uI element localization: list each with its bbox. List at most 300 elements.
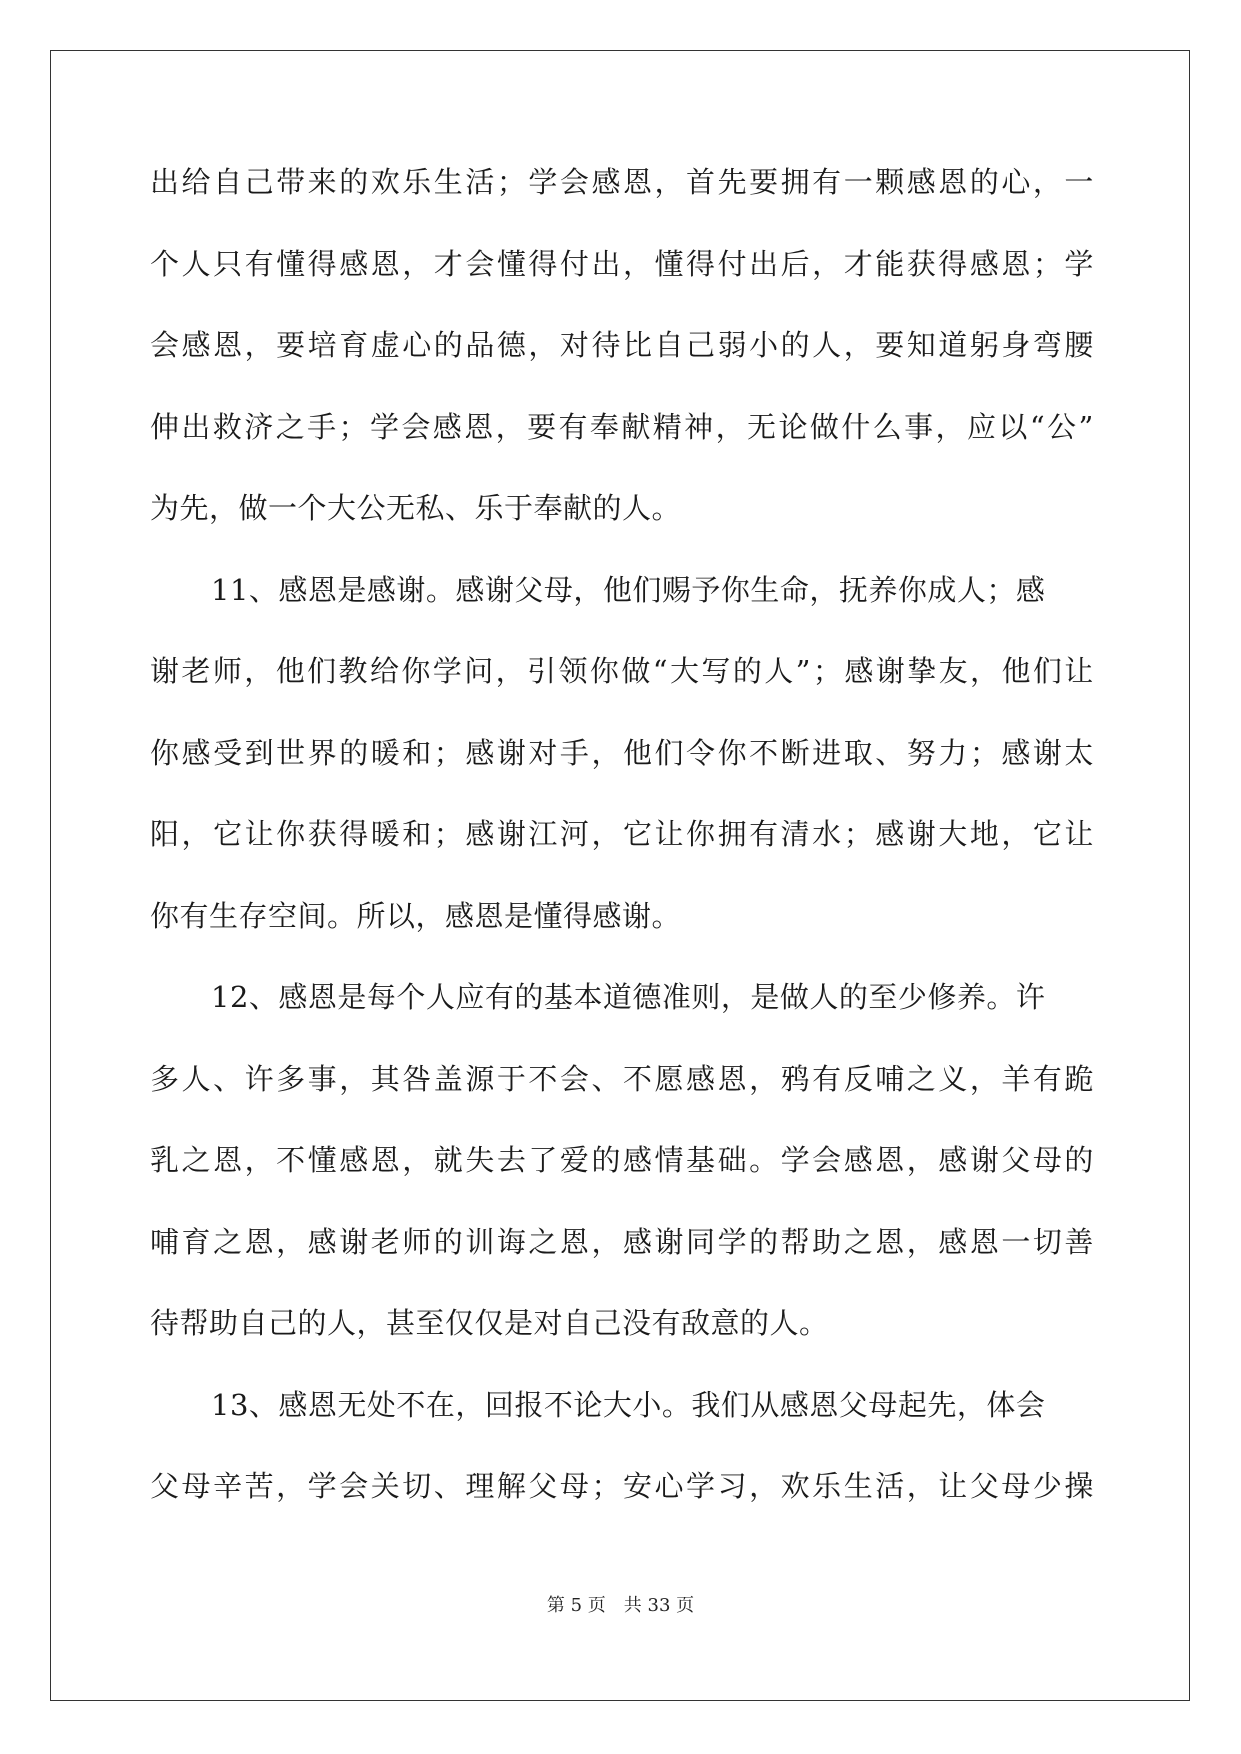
text-char: 知: [906, 328, 937, 362]
text-char: ，: [715, 409, 746, 444]
text-char: 感: [843, 1143, 874, 1177]
paragraph-start-line: [150, 975, 1094, 1057]
text-char: 鸦: [780, 1061, 811, 1096]
text-char: 出: [749, 246, 779, 281]
text-char: 父: [150, 1469, 180, 1503]
text-char: 会: [559, 165, 590, 199]
text-char: 它: [1032, 817, 1063, 851]
text-char: 母: [1032, 1143, 1063, 1177]
text-char: 感: [181, 735, 212, 770]
text-char: 解: [496, 1469, 527, 1503]
text-line: [150, 1464, 1094, 1546]
text-char: 世: [276, 735, 306, 770]
text-char: 精: [652, 409, 683, 444]
text-char: 母: [559, 1469, 590, 1503]
text-char: 不: [276, 1143, 306, 1177]
text-char: 父: [969, 1469, 1000, 1503]
text-char: 德: [496, 328, 527, 362]
text-char: 感: [339, 1143, 369, 1177]
text-char: 会: [339, 1469, 369, 1503]
text-char: 多: [150, 1061, 180, 1096]
text-char: 谢: [1032, 735, 1063, 770]
text-char: 父: [528, 1469, 558, 1503]
text-char: 引: [527, 654, 557, 688]
text-char: 有: [812, 1061, 842, 1096]
text-char: 欢: [370, 165, 401, 199]
text-char: 事: [307, 1061, 338, 1096]
text-char: 到: [244, 735, 275, 770]
text-char: 咎: [402, 1061, 432, 1096]
text-char: 己: [686, 328, 716, 362]
text-char: 之: [906, 1061, 937, 1096]
text-char: ；: [496, 165, 527, 199]
text-char: 感: [686, 1061, 716, 1096]
text-char: 感: [969, 246, 1000, 281]
text-line: [150, 323, 1094, 405]
page-footer: [0, 1592, 1241, 1620]
text-char: ，: [1032, 165, 1063, 199]
text-char: 出: [150, 165, 180, 199]
text-char: 教: [338, 654, 369, 688]
text-char: 手: [307, 409, 337, 444]
text-char: 要: [875, 328, 905, 362]
text-line-content: 12、感恩是每个人应有的基本道德准则，是做人的至少修养。许: [211, 980, 1046, 1014]
text-char: 之: [528, 1224, 558, 1259]
text-char: 公: [1047, 409, 1077, 444]
text-char: 令: [686, 735, 716, 770]
text-char: 的: [591, 1143, 621, 1177]
text-char: ”: [795, 654, 811, 688]
text-char: 习: [717, 1469, 748, 1503]
text-char: 受: [213, 735, 243, 770]
text-char: 谢: [654, 1224, 685, 1259]
text-char: 躬: [969, 328, 1000, 362]
text-char: 善: [1064, 1224, 1094, 1259]
text-char: ，: [591, 1224, 621, 1259]
text-char: 济: [244, 409, 274, 444]
text-char: 恩: [875, 1143, 905, 1177]
text-char: ，: [654, 165, 685, 199]
text-char: 懂: [496, 246, 527, 281]
text-line: [150, 812, 1094, 894]
text-line: [150, 1220, 1094, 1302]
text-char: 你: [150, 735, 180, 770]
text-char: ；: [1032, 246, 1063, 281]
text-char: ，: [495, 654, 526, 688]
text-char: 操: [1064, 1469, 1094, 1503]
text-char: 才: [433, 246, 464, 281]
text-char: 安: [622, 1469, 653, 1503]
text-char: ，: [749, 1469, 779, 1503]
text-char: 阳: [150, 817, 180, 851]
text-char: ，: [276, 1224, 306, 1259]
text-char: ；: [338, 409, 369, 444]
text-char: 无: [747, 409, 777, 444]
text-line: [150, 731, 1094, 813]
text-char: 小: [749, 328, 779, 362]
text-char: ，: [276, 1469, 306, 1503]
text-char: 、: [433, 1469, 464, 1503]
text-char: 付: [559, 246, 590, 281]
text-char: ，: [622, 246, 653, 281]
text-char: 来: [307, 165, 338, 199]
text-char: 带: [276, 165, 306, 199]
text-char: 感: [465, 817, 495, 851]
text-char: 感: [432, 409, 463, 444]
text-char: 得: [686, 246, 716, 281]
text-char: 学: [528, 165, 558, 199]
text-char: ”: [1078, 409, 1094, 444]
text-char: 生: [843, 1469, 874, 1503]
text-char: 恩: [464, 409, 494, 444]
text-char: 们: [1032, 654, 1063, 688]
text-char: 谢: [906, 817, 937, 851]
text-char: 要: [527, 409, 557, 444]
text-char: 手: [559, 735, 590, 770]
text-line: [150, 894, 1094, 976]
text-char: 恩: [1001, 246, 1031, 281]
text-char: 理: [465, 1469, 495, 1503]
text-char: 谢: [875, 654, 906, 688]
text-char: 谢: [969, 1143, 1000, 1177]
text-char: 心: [402, 328, 432, 362]
text-char: 救: [212, 409, 243, 444]
text-char: 获: [307, 817, 338, 851]
text-char: 们: [307, 654, 337, 688]
text-char: 师: [212, 654, 243, 688]
text-char: 情: [654, 1143, 685, 1177]
text-char: 切: [402, 1469, 432, 1503]
text-char: 义: [938, 1061, 968, 1096]
text-char: 人: [181, 246, 212, 281]
text-char: 有: [244, 246, 275, 281]
text-char: 献: [621, 409, 651, 444]
text-char: 感: [938, 1143, 968, 1177]
text-char: 江: [528, 817, 558, 851]
text-char: 人: [812, 328, 842, 362]
text-char: 让: [654, 817, 685, 851]
text-char: 做: [621, 654, 651, 688]
text-char: ，: [244, 654, 274, 688]
text-char: 了: [528, 1143, 558, 1177]
text-char: 它: [213, 817, 243, 851]
text-char: 的: [339, 165, 369, 199]
text-char: 会: [559, 1061, 590, 1096]
text-char: 谢: [496, 735, 527, 770]
text-char: ；: [969, 735, 1000, 770]
text-char: 你: [717, 735, 748, 770]
text-char: 力: [938, 735, 968, 770]
text-char: ，: [339, 1061, 369, 1096]
text-char: 感: [181, 328, 212, 362]
text-char: 恩: [717, 1061, 748, 1096]
text-char: ，: [906, 1143, 937, 1177]
text-char: 不: [622, 1061, 653, 1096]
paragraph-start-line: [150, 1383, 1094, 1465]
text-char: 少: [1032, 1469, 1063, 1503]
text-char: ，: [906, 1224, 937, 1259]
text-char: 感: [307, 1224, 338, 1259]
text-char: 恩: [875, 1224, 905, 1259]
text-char: 给: [181, 165, 212, 199]
text-char: ，: [181, 817, 212, 851]
text-char: 去: [496, 1143, 527, 1177]
text-char: 关: [370, 1469, 401, 1503]
text-char: 其: [370, 1061, 401, 1096]
text-char: 他: [275, 654, 306, 688]
text-char: 懂: [276, 246, 306, 281]
text-char: ，: [244, 328, 275, 362]
text-char: ，: [244, 1143, 275, 1177]
text-char: 切: [1032, 1224, 1063, 1259]
text-char: 道: [938, 328, 968, 362]
text-line: [150, 242, 1094, 324]
text-char: 诲: [496, 1224, 527, 1259]
text-char: 感: [622, 1143, 653, 1177]
text-char: 颗: [875, 165, 905, 199]
page-number: 第 5 页 共 33 页: [546, 1595, 695, 1616]
text-char: 懂: [307, 1143, 338, 1177]
text-char: 的: [749, 1224, 779, 1259]
text-char: 让: [1064, 817, 1094, 851]
text-char: 。: [749, 1143, 779, 1177]
text-char: 才: [843, 246, 874, 281]
text-char: 反: [843, 1061, 874, 1096]
text-char: 你: [589, 654, 620, 688]
text-char: 源: [465, 1061, 495, 1096]
text-char: 努: [906, 735, 937, 770]
text-char: 要: [276, 328, 306, 362]
text-char: 育: [181, 1224, 212, 1259]
text-char: 乐: [402, 165, 432, 199]
text-char: 的: [433, 328, 464, 362]
text-char: 有: [558, 409, 588, 444]
text-char: 就: [433, 1143, 464, 1177]
text-line-content: 你有生存空间。所以，感恩是懂得感谢。: [150, 898, 682, 933]
text-char: 得: [528, 246, 558, 281]
text-line: [150, 160, 1094, 242]
text-char: 你: [276, 817, 306, 851]
text-char: 生: [433, 165, 464, 199]
text-char: 会: [401, 409, 431, 444]
text-char: 它: [622, 817, 653, 851]
text-char: 进: [812, 735, 842, 770]
text-char: 恩: [370, 1143, 401, 1177]
text-char: 羊: [1001, 1061, 1031, 1096]
text-line-content: 为先，做一个大公无私、乐于奉献的人。: [150, 491, 682, 525]
text-char: 论: [778, 409, 808, 444]
text-char: 拥: [780, 165, 811, 199]
text-char: ；: [843, 817, 874, 851]
text-line: [150, 405, 1094, 487]
text-char: 活: [465, 165, 495, 199]
text-char: 的: [732, 654, 763, 688]
text-char: 们: [654, 735, 685, 770]
text-char: 心: [654, 1469, 685, 1503]
text-char: 河: [559, 817, 590, 851]
text-char: 感: [339, 246, 369, 281]
text-char: 付: [717, 246, 748, 281]
text-char: 一: [1064, 165, 1094, 199]
text-char: 的: [1064, 1143, 1094, 1177]
text-char: 暖: [370, 735, 401, 770]
text-char: 爱: [559, 1143, 590, 1177]
text-char: ，: [495, 409, 526, 444]
text-char: ，: [591, 735, 621, 770]
text-char: 水: [812, 817, 842, 851]
text-char: 感: [938, 1224, 968, 1259]
text-char: 之: [275, 409, 306, 444]
text-char: 一: [1001, 1224, 1031, 1259]
text-char: 恩: [213, 1143, 243, 1177]
text-char: 母: [1001, 1469, 1031, 1503]
text-char: 谢: [339, 1224, 369, 1259]
text-char: 母: [181, 1469, 212, 1503]
text-char: 础: [717, 1143, 748, 1177]
text-line: [150, 1057, 1094, 1139]
text-char: 伸: [150, 409, 180, 444]
text-char: 恩: [622, 165, 653, 199]
text-char: 多: [276, 1061, 306, 1096]
text-line-content: 待帮助自己的人，甚至仅仅是对自己没有敌意的人。: [150, 1306, 829, 1340]
text-char: 获: [906, 246, 937, 281]
text-char: 于: [496, 1061, 527, 1096]
text-char: 他: [1001, 654, 1031, 688]
text-char: 育: [339, 328, 369, 362]
document-body: [150, 160, 1094, 1546]
text-char: 出: [591, 246, 621, 281]
text-char: 首: [686, 165, 716, 199]
text-char: 人: [181, 1061, 212, 1096]
text-char: 暖: [370, 817, 401, 851]
text-char: ，: [812, 246, 842, 281]
text-char: 帮: [780, 1224, 811, 1259]
text-char: 取: [843, 735, 874, 770]
text-char: 恩: [244, 1224, 275, 1259]
text-char: 你: [401, 654, 431, 688]
text-char: ，: [935, 409, 966, 444]
text-char: 心: [1001, 165, 1031, 199]
text-char: 会: [150, 328, 180, 362]
text-char: 拥: [717, 817, 748, 851]
text-char: 恩: [969, 1224, 1000, 1259]
text-char: 失: [465, 1143, 495, 1177]
text-char: ；: [812, 654, 843, 688]
text-char: ，: [969, 1061, 1000, 1096]
text-char: 身: [1001, 328, 1031, 362]
text-char: ，: [402, 1143, 432, 1177]
text-char: 欢: [780, 1469, 811, 1503]
text-char: 大: [669, 654, 700, 688]
text-char: 先: [717, 165, 748, 199]
text-char: 感: [591, 165, 621, 199]
text-char: 出: [181, 409, 211, 444]
text-char: 友: [938, 654, 969, 688]
text-char: ；: [433, 735, 464, 770]
text-char: 弯: [1032, 328, 1063, 362]
text-char: 不: [749, 735, 779, 770]
text-char: ，: [528, 328, 558, 362]
text-char: 对: [528, 735, 558, 770]
text-line: [150, 1301, 1094, 1383]
text-char: 之: [181, 1143, 212, 1177]
text-char: 辛: [213, 1469, 243, 1503]
text-line: [150, 1138, 1094, 1220]
text-char: 让: [244, 817, 275, 851]
text-char: 感: [875, 817, 905, 851]
text-char: 父: [1001, 1143, 1031, 1177]
text-char: 懂: [654, 246, 685, 281]
text-char: 学: [432, 654, 463, 688]
text-line: [150, 486, 1094, 568]
text-char: 和: [402, 817, 432, 851]
text-char: 弱: [717, 328, 748, 362]
text-char: 恩: [938, 165, 968, 199]
text-char: 之: [213, 1224, 243, 1259]
text-char: 自: [654, 328, 685, 362]
text-char: 愿: [654, 1061, 685, 1096]
text-char: 奉: [589, 409, 620, 444]
text-char: 的: [780, 328, 811, 362]
text-char: 品: [465, 328, 495, 362]
text-char: 感: [906, 165, 937, 199]
text-char: 个: [150, 246, 180, 281]
text-char: 感: [622, 1224, 653, 1259]
text-char: 你: [686, 817, 716, 851]
text-char: 有: [1032, 1061, 1063, 1096]
text-char: 一: [843, 165, 874, 199]
text-char: 神: [684, 409, 714, 444]
text-char: ，: [749, 1061, 779, 1096]
text-char: ，: [970, 654, 1000, 688]
text-char: 给: [369, 654, 400, 688]
text-char: ，: [591, 817, 621, 851]
text-char: 哺: [875, 1061, 905, 1096]
text-line: [150, 649, 1094, 731]
text-char: 活: [875, 1469, 905, 1503]
text-char: ，: [843, 328, 874, 362]
text-char: 感: [1001, 735, 1031, 770]
text-char: 、: [875, 735, 905, 770]
text-char: 太: [1064, 735, 1094, 770]
text-char: 乐: [812, 1469, 842, 1503]
text-char: 能: [875, 246, 905, 281]
text-char: 恩: [559, 1224, 590, 1259]
text-char: 恩: [213, 328, 243, 362]
text-char: 己: [244, 165, 275, 199]
text-char: 有: [749, 817, 779, 851]
text-char: “: [1029, 409, 1046, 444]
text-char: 苦: [244, 1469, 275, 1503]
text-char: 谢: [496, 817, 527, 851]
text-char: 腰: [1064, 328, 1094, 362]
text-char: 学: [717, 1224, 748, 1259]
text-char: 虚: [370, 328, 401, 362]
text-char: 、: [213, 1061, 243, 1096]
text-char: 学: [780, 1143, 811, 1177]
text-char: 的: [969, 165, 1000, 199]
text-char: 学: [686, 1469, 716, 1503]
text-char: 断: [780, 735, 811, 770]
text-char: 待: [591, 328, 621, 362]
text-char: 得: [307, 246, 338, 281]
text-char: 大: [938, 817, 968, 851]
text-char: 让: [1064, 654, 1094, 688]
text-char: 以: [998, 409, 1028, 444]
text-char: 学: [307, 1469, 338, 1503]
text-char: 清: [780, 817, 811, 851]
text-char: 学: [369, 409, 400, 444]
